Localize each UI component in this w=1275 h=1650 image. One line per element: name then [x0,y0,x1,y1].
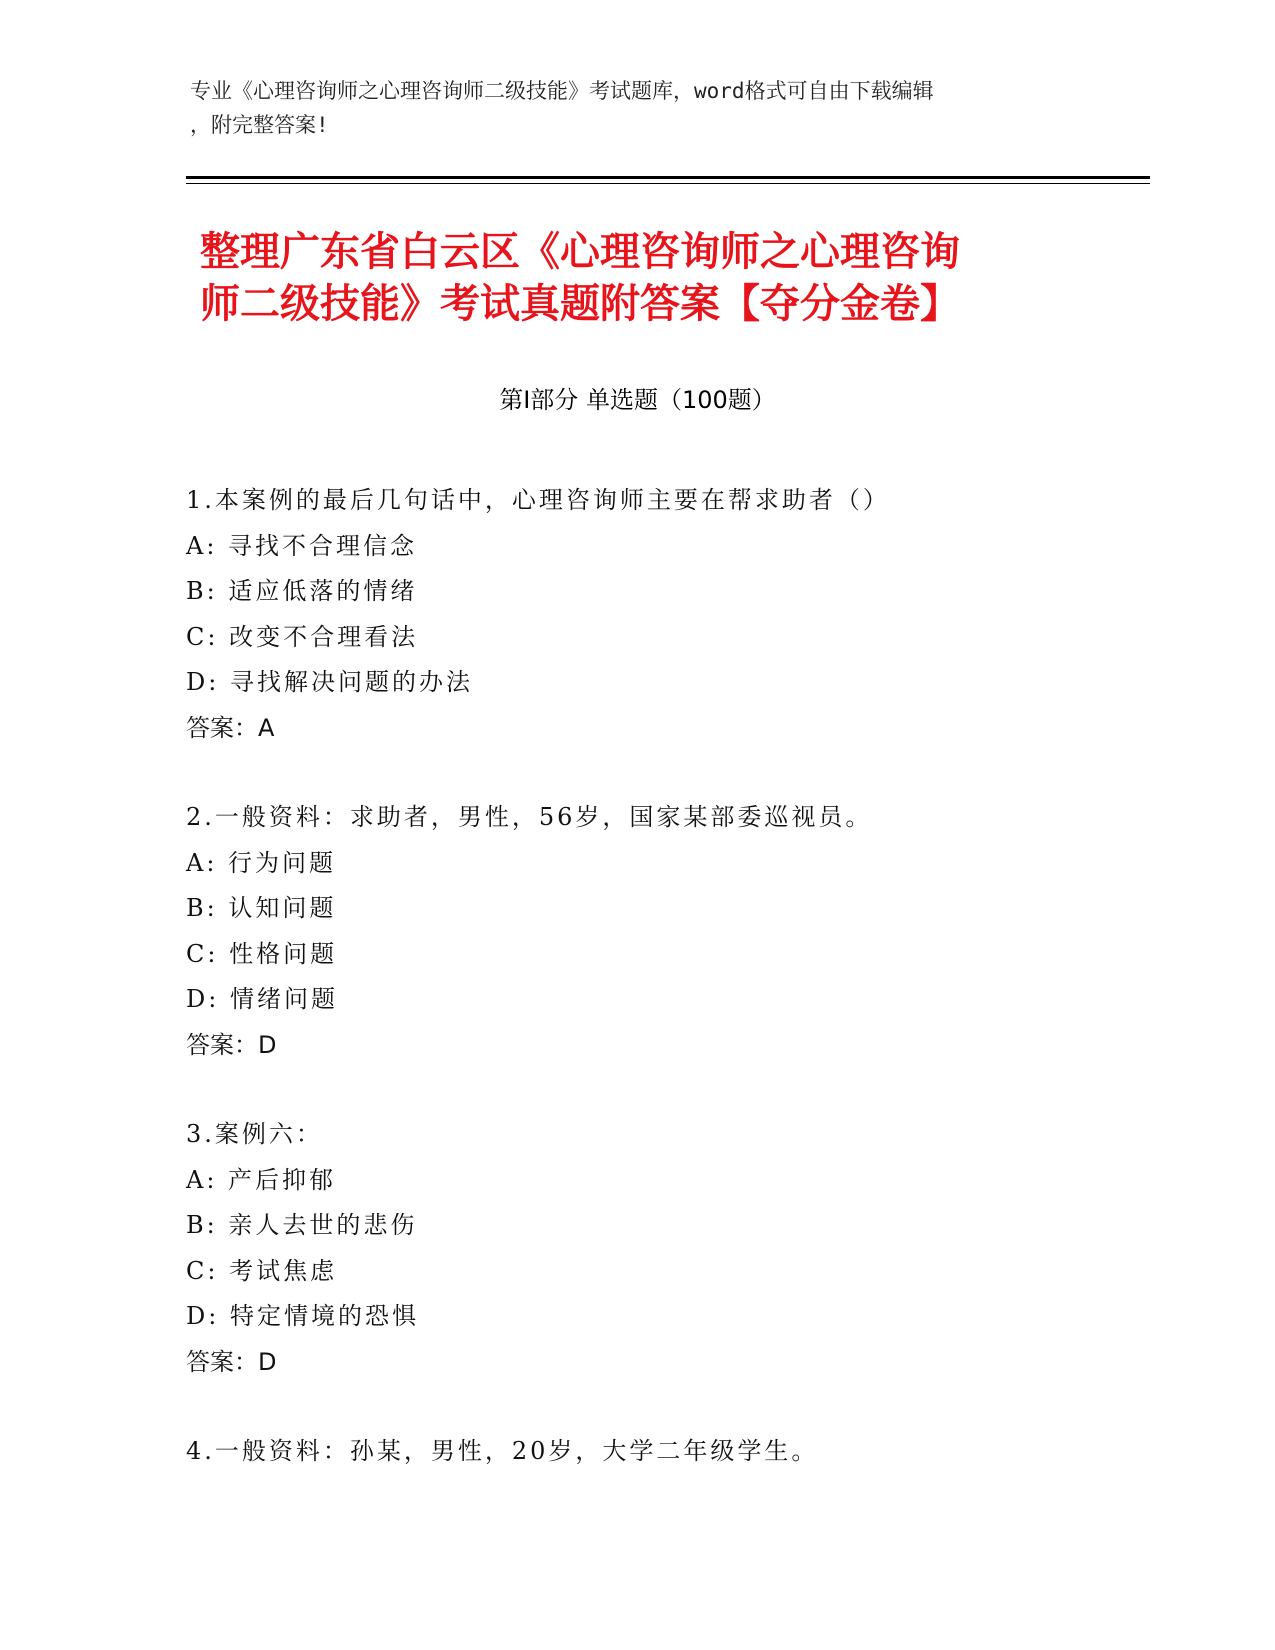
question-2 [186,795,1146,1068]
option-a: A: 产后抑郁 [186,1165,337,1194]
question-list [186,478,1146,1519]
answer: 答案：A [186,713,275,742]
header-note [190,74,1090,142]
answer: 答案：D [186,1347,277,1376]
section-title: 第Ⅰ部分 单选题（100题） [499,386,776,414]
question-4 [186,1429,1146,1475]
question-stem: 4.一般资料：孙某，男性，20岁，大学二年级学生。 [186,1437,819,1465]
option-c: C: 考试焦虑 [186,1256,338,1285]
answer: 答案：D [186,1030,277,1059]
document-title-line-2: 师二级技能》考试真题附答案【夺分金卷】 [200,281,960,327]
option-b: B: 认知问题 [186,894,337,922]
header-note-line-1: 专业《心理咨询师之心理咨询师二级技能》考试题库，word格式可自由下载编辑 [190,79,934,103]
header-note-line-2: ，附完整答案! [190,113,329,137]
option-c: C: 性格问题 [186,939,338,968]
option-c: C: 改变不合理看法 [186,622,419,651]
question-3 [186,1112,1146,1385]
option-b: B: 亲人去世的悲伤 [186,1211,418,1239]
document-title-line-1: 整理广东省白云区《心理咨询师之心理咨询 [200,229,960,275]
question-stem: 2.一般资料：求助者，男性，56岁，国家某部委巡视员。 [186,803,873,831]
header-rule-thin [186,183,1150,184]
option-d: D: 特定情境的恐惧 [186,1302,419,1330]
option-a: A: 寻找不合理信念 [186,531,418,560]
option-b: B: 适应低落的情绪 [186,577,418,605]
question-stem: 1.本案例的最后几句话中，心理咨询师主要在帮求助者（） [186,486,890,514]
option-a: A: 行为问题 [186,848,337,877]
option-d: D: 情绪问题 [186,985,338,1013]
question-1 [186,478,1146,751]
question-stem: 3.案例六： [186,1120,323,1148]
option-d: D: 寻找解决问题的办法 [186,668,473,696]
document-title [200,226,1080,330]
header-rule-thick [186,176,1150,179]
